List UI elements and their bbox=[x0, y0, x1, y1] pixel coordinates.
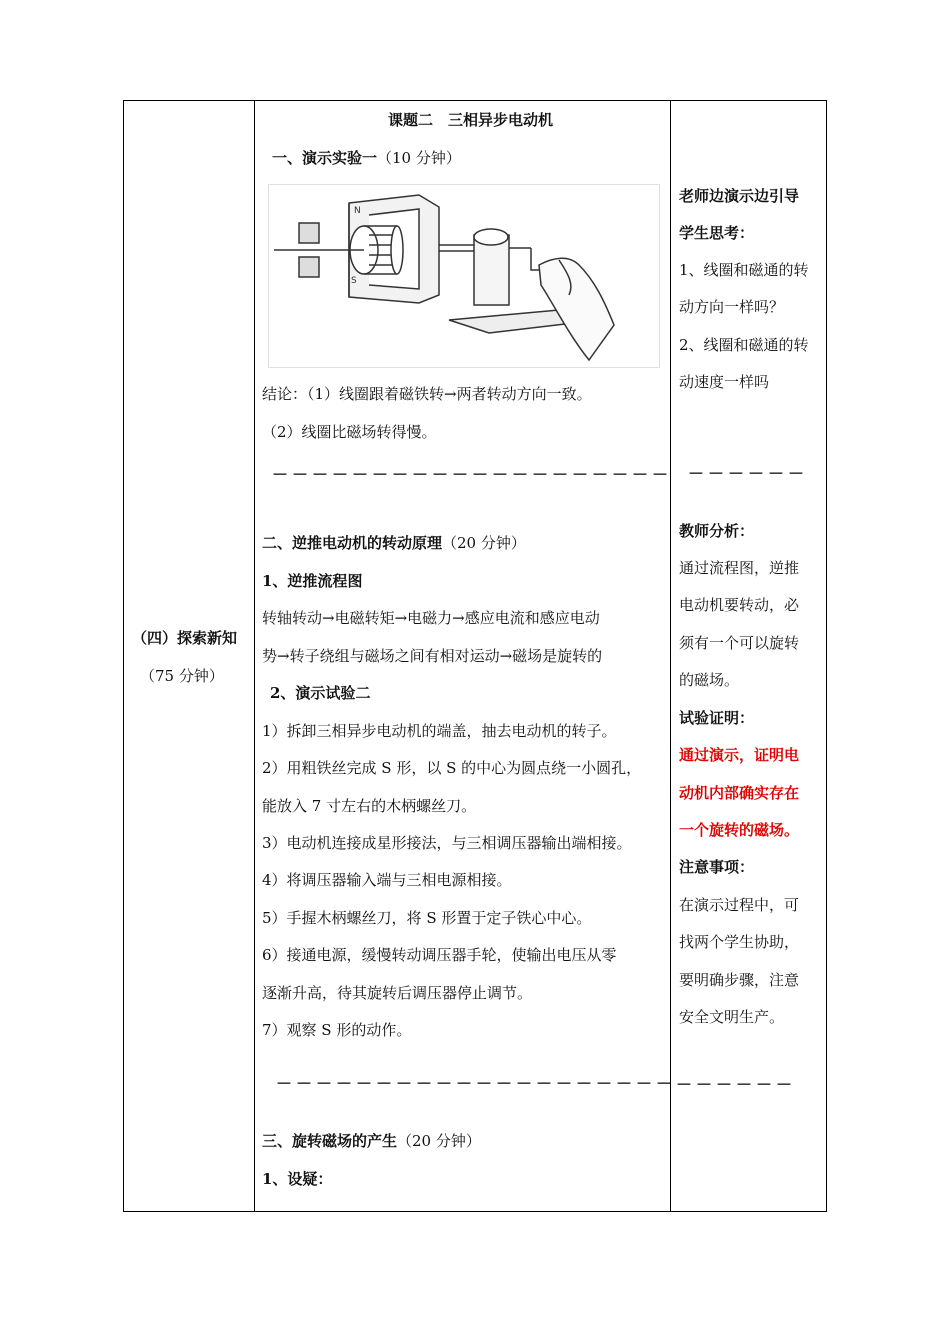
sec2-heading: 二、逆推电动机的转动原理 bbox=[262, 534, 443, 552]
separator-dashes: －－－－－－－－－－－－－－－－－－－－ bbox=[272, 465, 673, 484]
flow-line-2: 势→转子绕组与磁场之间有相对运动→磁场是旋转的 bbox=[262, 647, 603, 665]
sec3-heading: 三、旋转磁场的产生 bbox=[262, 1132, 398, 1150]
motor-drawing bbox=[269, 185, 659, 367]
notes-heading: 注意事项： bbox=[679, 858, 755, 876]
step-line: 5）手握木柄螺丝刀，将 S 形置于定子铁心中心。 bbox=[262, 909, 592, 927]
motor-demo-illustration bbox=[268, 184, 660, 368]
proof-line: 动机内部确实存在 bbox=[679, 784, 800, 802]
step-line: 4）将调压器输入端与三相电源相接。 bbox=[262, 871, 512, 889]
proof-line: 通过演示，证明电 bbox=[679, 746, 800, 764]
question-line: 动速度一样吗 bbox=[679, 373, 770, 391]
demo1-heading: 一、演示实验一 bbox=[272, 149, 378, 167]
guide-heading-2: 学生思考： bbox=[679, 224, 755, 242]
flow-heading: 1、逆推流程图 bbox=[262, 572, 363, 590]
question-line: 1、线圈和磁通的转 bbox=[679, 261, 809, 279]
flow-line-1: 转轴转动→电磁转矩→电磁力→感应电流和感应电动 bbox=[262, 609, 600, 627]
notes-line: 在演示过程中，可 bbox=[679, 896, 800, 914]
doubt-heading: 1、设疑： bbox=[262, 1170, 333, 1188]
notes-line: 要明确步骤，注意 bbox=[679, 971, 800, 989]
guide-heading-1: 老师边演示边引导 bbox=[679, 187, 800, 205]
sec3-heading-line bbox=[262, 1131, 481, 1151]
section-title: （四）探索新知 bbox=[132, 629, 238, 647]
section-duration: （75 分钟） bbox=[140, 667, 224, 685]
demo1-time: （10 分钟） bbox=[377, 149, 461, 167]
step-line: 逐渐升高，待其旋转后调压器停止调节。 bbox=[262, 984, 533, 1002]
conclusion-1: 结论：（1）线圈跟着磁铁转→两者转动方向一致。 bbox=[262, 385, 592, 403]
proof-heading: 试验证明： bbox=[679, 709, 755, 727]
step-line: 3）电动机连接成星形接法，与三相调压器输出端相接。 bbox=[262, 834, 632, 852]
step-line: 6）接通电源，缓慢转动调压器手轮，使输出电压从零 bbox=[262, 946, 617, 964]
proof-line: 一个旋转的磁场。 bbox=[679, 821, 800, 839]
separator-dashes: －－－－－－－－－－－－－－－－－－－－ bbox=[276, 1074, 677, 1093]
step-line: 能放入 7 寸左右的木柄螺丝刀。 bbox=[262, 797, 477, 815]
analysis-heading: 教师分析： bbox=[679, 522, 755, 540]
demo1-heading-line bbox=[272, 148, 461, 168]
question-line: 2、线圈和磁通的转 bbox=[679, 336, 809, 354]
step-line: 2）用粗铁丝完成 S 形，以 S 的中心为圆点绕一小圆孔， bbox=[262, 759, 642, 777]
analysis-line: 电动机要转动，必 bbox=[679, 596, 800, 614]
column-divider bbox=[670, 101, 671, 1211]
separator-dashes: －－－－－－ bbox=[676, 1075, 797, 1094]
analysis-line: 通过流程图，逆推 bbox=[679, 559, 800, 577]
sec3-time: （20 分钟） bbox=[397, 1132, 481, 1150]
step-line: 1）拆卸三相异步电动机的端盖，抽去电动机的转子。 bbox=[262, 722, 617, 740]
lesson-title: 课题二 三相异步电动机 bbox=[388, 111, 554, 129]
north-pole-label: N bbox=[354, 206, 361, 216]
sec2-time: （20 分钟） bbox=[442, 534, 526, 552]
notes-line: 找两个学生协助， bbox=[679, 933, 800, 951]
column-divider bbox=[254, 101, 255, 1211]
analysis-line: 须有一个可以旋转 bbox=[679, 634, 800, 652]
separator-dashes: －－－－－－ bbox=[688, 464, 809, 483]
notes-line: 安全文明生产。 bbox=[679, 1008, 785, 1026]
step-line: 7）观察 S 形的动作。 bbox=[262, 1021, 412, 1039]
demo2-heading: 2、演示试验二 bbox=[270, 684, 371, 702]
analysis-line: 的磁场。 bbox=[679, 671, 740, 689]
south-pole-label: S bbox=[351, 276, 357, 286]
question-line: 动方向一样吗？ bbox=[679, 298, 785, 316]
conclusion-2: （2）线圈比磁场转得慢。 bbox=[262, 423, 437, 441]
sec2-heading-line bbox=[262, 533, 526, 553]
